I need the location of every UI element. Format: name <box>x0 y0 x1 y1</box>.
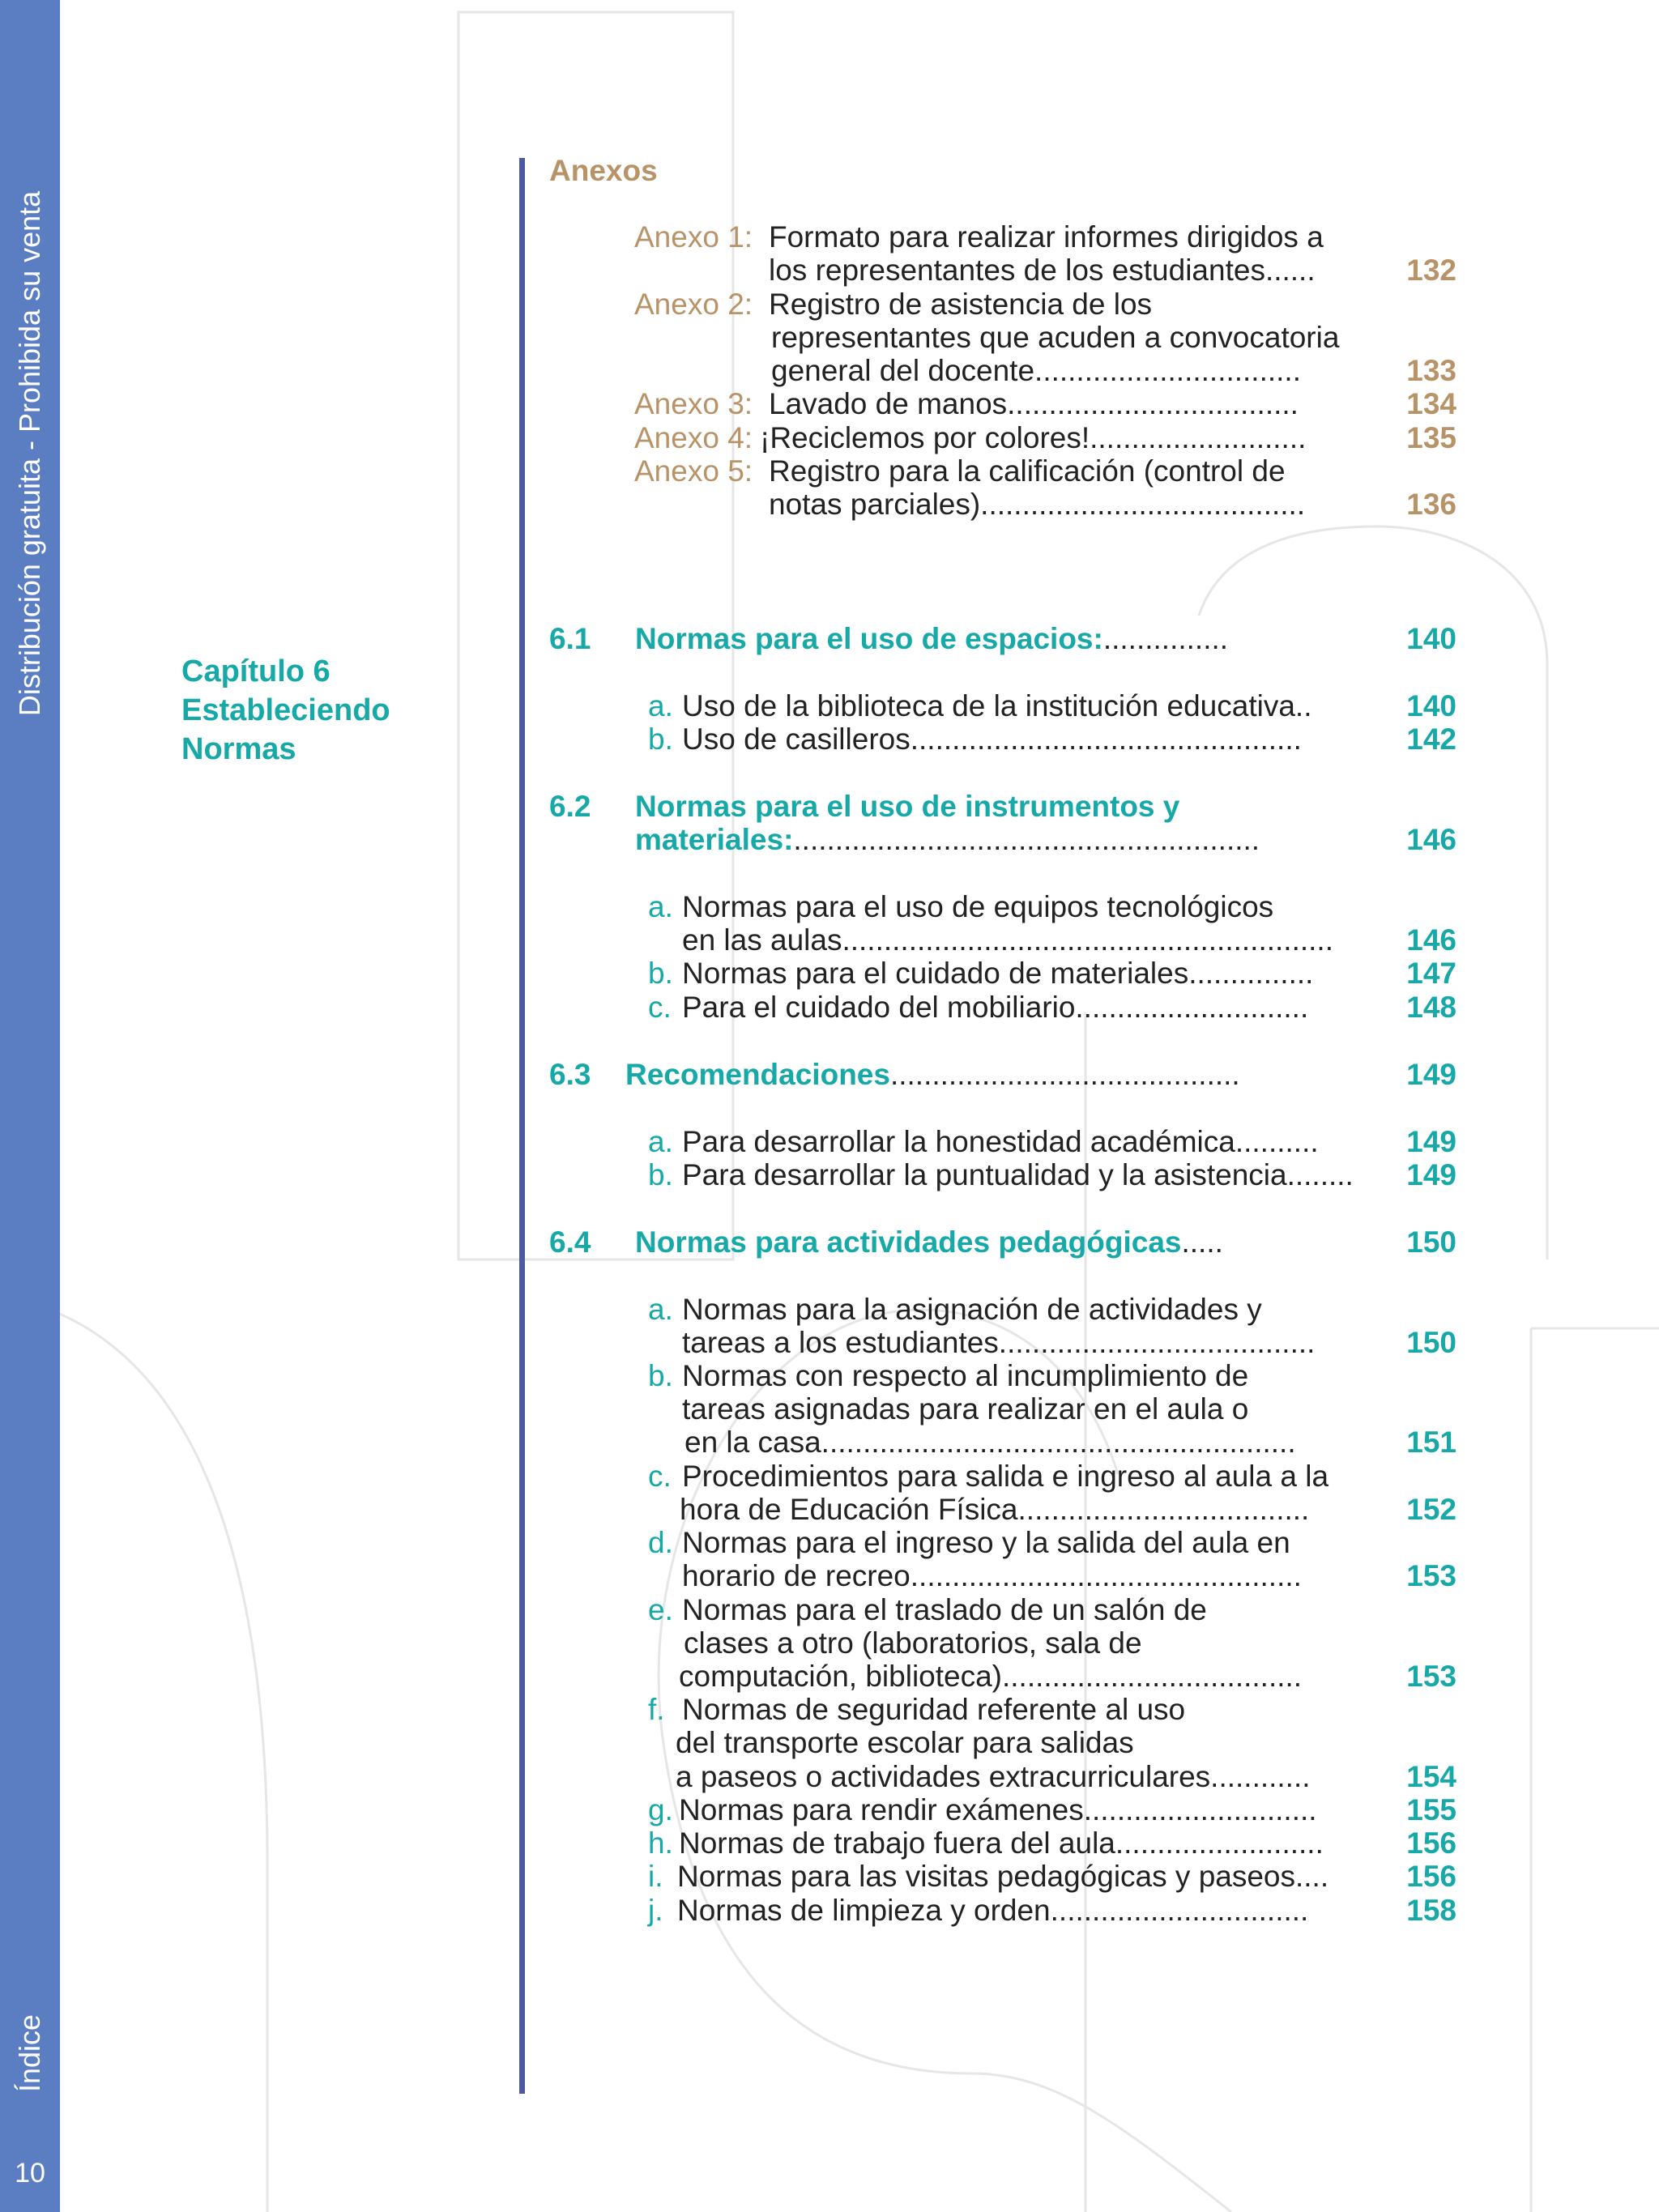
item-text[interactable]: hora de Educación Física................................... <box>680 1493 1310 1526</box>
chapter-title-line2: Normas <box>181 732 296 766</box>
anexos-heading: Anexos <box>549 154 658 187</box>
page-ref[interactable]: 136 <box>1406 488 1456 521</box>
section-title[interactable] <box>625 1058 1240 1092</box>
page-number: 10 <box>15 2158 45 2189</box>
item-letter: f. <box>648 1693 665 1726</box>
section-title[interactable] <box>635 622 1228 656</box>
page-ref[interactable]: 146 <box>1406 823 1456 856</box>
item-text[interactable]: a paseos o actividades extracurriculares............ <box>676 1760 1311 1793</box>
page-ref[interactable]: 156 <box>1406 1826 1456 1860</box>
item-text[interactable]: Normas para el ingreso y la salida del aula en <box>682 1526 1290 1559</box>
item-letter: b. <box>648 722 673 756</box>
page-ref[interactable]: 132 <box>1406 254 1456 287</box>
item-letter: c. <box>648 991 672 1024</box>
section-title-text: materiales: <box>635 823 794 856</box>
page-ref[interactable]: 155 <box>1406 1793 1456 1826</box>
item-letter: a. <box>648 1293 673 1326</box>
page-ref[interactable]: 154 <box>1406 1760 1456 1793</box>
anexo-text[interactable]: notas parciales)....................................... <box>769 488 1306 521</box>
item-text[interactable]: Normas para el cuidado de materiales............... <box>682 957 1314 990</box>
page-ref[interactable]: 148 <box>1406 991 1456 1024</box>
section-title[interactable] <box>635 1225 1223 1259</box>
anexo-text[interactable]: Registro de asistencia de los <box>769 288 1153 321</box>
anexo-label: Anexo 2: <box>634 288 753 321</box>
page-number-box <box>0 2135 60 2212</box>
leader-dots: ..... <box>1181 1225 1223 1259</box>
section-number: 6.4 <box>549 1225 591 1259</box>
item-letter: d. <box>648 1526 673 1559</box>
page-ref[interactable]: 146 <box>1406 923 1456 957</box>
anexo-label: Anexo 4: <box>634 421 753 454</box>
item-text[interactable]: Normas para el traslado de un salón de <box>682 1593 1207 1626</box>
page-ref[interactable]: 158 <box>1406 1894 1456 1927</box>
item-text[interactable]: Normas para las visitas pedagógicas y paseos.... <box>677 1860 1329 1893</box>
item-letter: a. <box>648 890 673 923</box>
page-ref[interactable]: 140 <box>1406 622 1456 655</box>
section-title-text: Normas para actividades pedagógicas <box>635 1225 1182 1259</box>
anexo-label: Anexo 1: <box>634 220 753 254</box>
item-letter: h. <box>648 1826 673 1860</box>
leader-dots: .......................................... <box>889 1058 1240 1091</box>
page-ref[interactable]: 149 <box>1406 1125 1456 1158</box>
section-number: 6.3 <box>549 1058 591 1091</box>
item-text[interactable]: Normas para el uso de equipos tecnológicos <box>682 890 1274 923</box>
anexo-text[interactable]: representantes que acuden a convocatoria <box>771 321 1340 354</box>
anexo-text[interactable]: Lavado de manos................................... <box>769 387 1299 420</box>
section-title-text: Recomendaciones <box>625 1058 890 1091</box>
item-letter: a. <box>648 689 673 722</box>
page-ref[interactable]: 149 <box>1406 1058 1456 1091</box>
distribution-notice: Distribución gratuita - Prohibida su venta <box>13 190 46 717</box>
anexo-text[interactable]: general del docente................................ <box>771 354 1301 387</box>
chapter-number: Capítulo 6 <box>181 654 331 688</box>
item-text[interactable]: Procedimientos para salida e ingreso al aula a la <box>682 1460 1329 1493</box>
item-letter: c. <box>648 1460 672 1493</box>
page-ref[interactable]: 142 <box>1406 722 1456 756</box>
anexo-text[interactable]: Registro para la calificación (control de <box>769 454 1286 488</box>
page-ref[interactable]: 153 <box>1406 1660 1456 1693</box>
leader-dots: ............... <box>1102 622 1229 655</box>
item-text[interactable]: del transporte escolar para salidas <box>676 1726 1134 1759</box>
item-text[interactable]: en las aulas........................................................... <box>682 923 1333 957</box>
page-ref[interactable]: 134 <box>1406 387 1456 420</box>
section-title-text: Normas para el uso de espacios: <box>635 622 1103 655</box>
page-ref[interactable]: 152 <box>1406 1493 1456 1526</box>
page-ref[interactable]: 149 <box>1406 1158 1456 1191</box>
item-letter: j. <box>648 1894 663 1927</box>
item-text[interactable]: Uso de la biblioteca de la institución educativa.. <box>682 689 1312 722</box>
item-letter: e. <box>648 1593 673 1626</box>
item-text[interactable]: tareas asignadas para realizar en el aula o <box>682 1392 1249 1426</box>
item-text[interactable]: Normas con respecto al incumplimiento de <box>682 1359 1249 1392</box>
item-text[interactable]: en la casa......................................................... <box>684 1426 1296 1459</box>
page-ref[interactable]: 150 <box>1406 1326 1456 1359</box>
chapter-title-line1: Estableciendo <box>181 693 390 727</box>
item-letter: b. <box>648 1158 673 1191</box>
anexo-text[interactable]: Formato para realizar informes dirigidos a <box>769 220 1324 254</box>
anexo-text[interactable]: ¡Reciclemos por colores!.......................... <box>760 421 1307 454</box>
item-text[interactable]: Normas de limpieza y orden............................... <box>677 1894 1309 1927</box>
page-ref[interactable]: 135 <box>1406 421 1456 454</box>
item-letter: b. <box>648 957 673 990</box>
section-number: 6.2 <box>549 790 591 823</box>
page-ref[interactable]: 147 <box>1406 957 1456 990</box>
item-text[interactable]: horario de recreo............................................... <box>682 1559 1302 1592</box>
item-text[interactable]: Normas de trabajo fuera del aula......................... <box>679 1826 1324 1860</box>
anexo-label: Anexo 5: <box>634 454 753 488</box>
page-ref[interactable]: 140 <box>1406 689 1456 722</box>
anexo-label: Anexo 3: <box>634 387 753 420</box>
item-text[interactable]: Para desarrollar la puntualidad y la asistencia........ <box>682 1158 1354 1191</box>
item-letter: i. <box>648 1860 663 1893</box>
item-text[interactable]: Uso de casilleros............................................... <box>682 722 1302 756</box>
item-text[interactable]: computación, biblioteca).................................... <box>679 1660 1303 1693</box>
item-text[interactable]: Normas para la asignación de actividades y <box>682 1293 1262 1326</box>
sidebar <box>0 0 60 2212</box>
anexo-text[interactable]: los representantes de los estudiantes...... <box>769 254 1316 287</box>
item-text[interactable]: Normas para rendir exámenes............................ <box>679 1793 1317 1826</box>
leader-dots: ........................................................ <box>793 823 1260 856</box>
page-ref[interactable]: 133 <box>1406 354 1456 387</box>
page-ref[interactable]: 156 <box>1406 1860 1456 1893</box>
page-ref[interactable]: 153 <box>1406 1559 1456 1592</box>
section-title-text[interactable]: Normas para el uso de instrumentos y <box>635 790 1180 823</box>
item-text[interactable]: Para desarrollar la honestidad académica.......... <box>682 1125 1319 1158</box>
item-text[interactable]: Normas de seguridad referente al uso <box>682 1693 1186 1726</box>
item-letter: a. <box>648 1125 673 1158</box>
item-text[interactable]: Para el cuidado del mobiliario............................ <box>682 991 1309 1024</box>
item-text[interactable]: tareas a los estudiantes...................................... <box>682 1326 1316 1359</box>
vertical-rule <box>519 158 525 2094</box>
item-letter: g. <box>648 1793 673 1826</box>
item-text[interactable]: clases a otro (laboratorios, sala de <box>684 1626 1142 1660</box>
item-letter: b. <box>648 1359 673 1392</box>
page-ref[interactable]: 150 <box>1406 1225 1456 1259</box>
section-number: 6.1 <box>549 622 591 655</box>
section-title[interactable] <box>635 823 1260 857</box>
index-label: Índice <box>13 2014 46 2093</box>
chapter-heading <box>181 652 390 769</box>
page-ref[interactable]: 151 <box>1406 1426 1456 1459</box>
